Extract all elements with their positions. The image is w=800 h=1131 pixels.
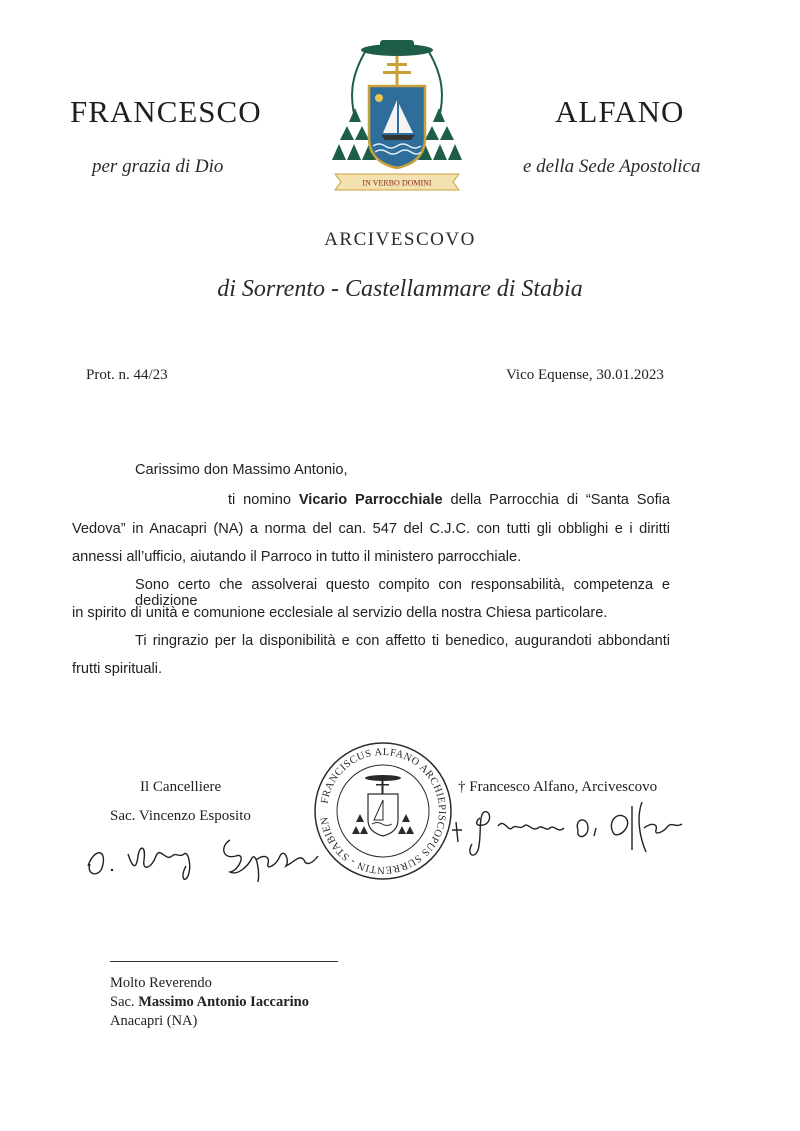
paragraph-3-line-2: frutti spirituali. [72,661,163,677]
header-grace-line: per grazia di Dio [92,156,224,177]
coat-of-arms [325,38,470,198]
paragraph-1-line-3: annessi all’ufficio, aiutando il Parroco in tutto il ministero parrocchiale. [72,549,522,565]
archbishop-signature-line: † Francesco Alfano, Arcivescovo [458,779,658,795]
recipient-title: Sac. [110,994,139,1010]
protocol-number: Prot. n. 44/23 [86,367,168,383]
header-first-name: FRANCESCO [70,94,262,129]
archbishop-handwritten-signature [446,788,686,868]
recipient-line-3: Anacapri (NA) [110,1013,198,1029]
chancellor-handwritten-signature [80,826,330,886]
p1-text-a: ti nomino [228,492,299,508]
paragraph-1-line-2: Vedova” in Anacapri (NA) a norma del can. 547 del C.J.C. con tutti gli obblighi e i diritti [72,521,670,537]
paragraph-2-line-1: Sono certo che assolverai questo compito con responsabilità, competenza e dedizione [135,577,670,609]
paragraph-1-line-1 [228,492,670,508]
p1-text-b: della Parrocchia di “Santa Sofia [442,492,670,508]
appointment-role: Vicario Parrocchiale [298,492,443,508]
header-title: ARCIVESCOVO [324,229,476,250]
header-diocese: di Sorrento - Castellammare di Stabia [217,276,583,302]
place-and-date: Vico Equense, 30.01.2023 [506,367,664,383]
chancellor-name: Sac. Vincenzo Esposito [110,808,251,824]
header-see-line: e della Sede Apostolica [523,156,701,177]
recipient-line-1: Molto Reverendo [110,975,212,991]
chancellor-role: Il Cancelliere [140,779,222,795]
salutation: Carissimo don Massimo Antonio, [135,462,348,478]
coat-of-arms-motto: IN VERBO DOMINI [362,178,432,188]
recipient-divider [110,961,338,962]
paragraph-3-line-1: Ti ringrazio per la disponibilità e con affetto ti benedico, augurandoti abbondanti [135,633,670,649]
recipient-name: Massimo Antonio Iaccarino [138,994,309,1010]
header-last-name: ALFANO [555,94,685,129]
seal-text: FRANCISCUS ALFANO ARCHIEPISCOPUS SURRENTIN - STABIEN [319,746,448,876]
recipient-line-2 [110,993,309,1012]
paragraph-2-line-2: in spirito di unità e comunione ecclesiale al servizio della nostra Chiesa particolare. [72,605,608,621]
archdiocese-seal [312,740,454,882]
